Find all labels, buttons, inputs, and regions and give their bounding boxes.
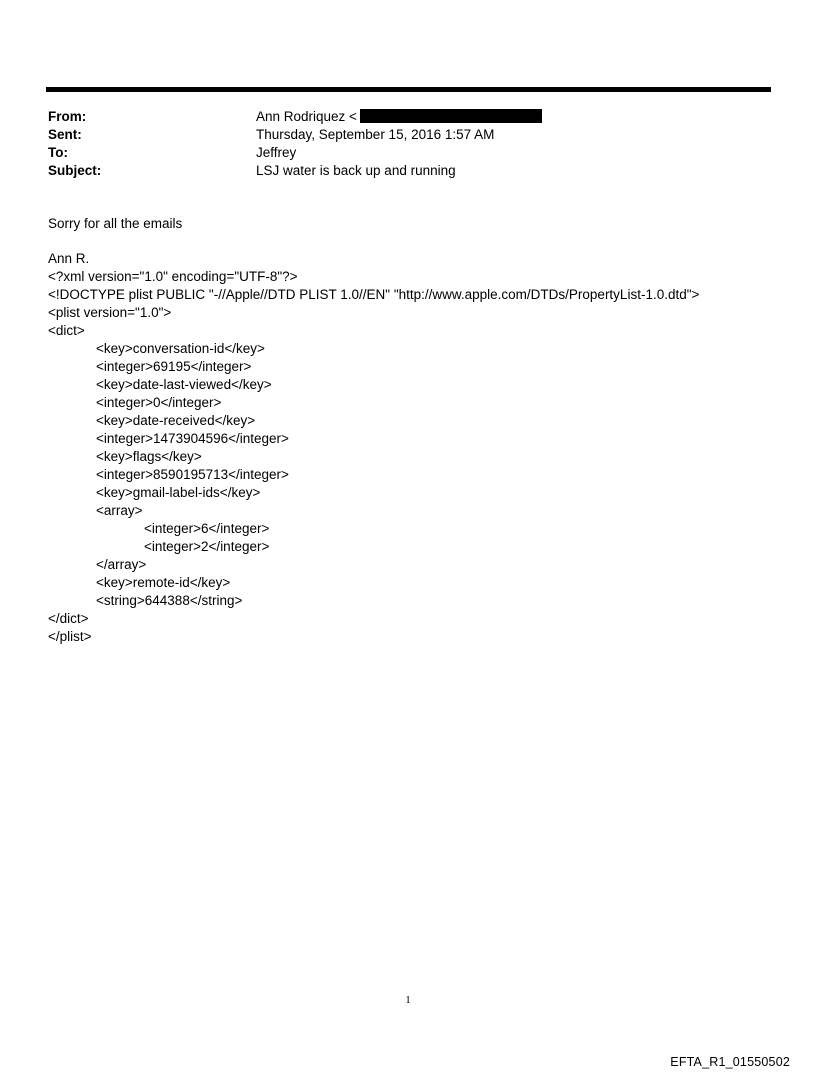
plist-line: <key>flags</key> xyxy=(96,449,202,464)
paragraph-gap xyxy=(48,233,788,250)
sent-row xyxy=(48,126,748,144)
to-value: Jeffrey xyxy=(256,145,297,160)
from-row xyxy=(48,108,748,126)
plist-line: <key>conversation-id</key> xyxy=(96,341,265,356)
to-row xyxy=(48,144,748,162)
plist-line: <key>date-received</key> xyxy=(96,413,256,428)
page-number: 1 xyxy=(405,994,411,1006)
plist-line: <integer>1473904596</integer> xyxy=(96,431,289,446)
from-value: Ann Rodriquez < xyxy=(256,109,357,124)
from-value-wrap xyxy=(256,108,748,126)
email-body xyxy=(48,215,788,646)
plist-line: <key>remote-id</key> xyxy=(96,575,231,590)
plist-line: <array> xyxy=(96,503,143,518)
from-label: From: xyxy=(48,109,87,124)
plist-line: <dict> xyxy=(48,323,85,338)
plist-line: <?xml version="1.0" encoding="UTF-8"?> xyxy=(48,269,298,284)
plist-line: <key>date-last-viewed</key> xyxy=(96,377,272,392)
plist-line: <integer>69195</integer> xyxy=(96,359,252,374)
plist-line: </array> xyxy=(96,557,147,572)
document-id: EFTA_R1_01550502 xyxy=(670,1055,790,1069)
subject-row xyxy=(48,162,748,180)
plist-line: <plist version="1.0"> xyxy=(48,305,172,320)
subject-value: LSJ water is back up and running xyxy=(256,163,456,178)
plist-line: <!DOCTYPE plist PUBLIC "-//Apple//DTD PLIST 1.0//EN" "http://www.apple.com/DTDs/PropertyList-1.0.dtd"> xyxy=(48,287,700,302)
plist-line: <integer>0</integer> xyxy=(96,395,222,410)
header-divider-rule xyxy=(46,87,771,92)
plist-line: </dict> xyxy=(48,611,89,626)
body-line: Sorry for all the emails xyxy=(48,216,183,231)
email-header xyxy=(48,108,748,180)
redaction-block xyxy=(360,109,542,123)
plist-line: </plist> xyxy=(48,629,92,644)
to-label: To: xyxy=(48,145,68,160)
signature: Ann R. xyxy=(48,251,90,266)
plist-line: <integer>8590195713</integer> xyxy=(96,467,289,482)
subject-label: Subject: xyxy=(48,163,102,178)
plist-line: <string>644388</string> xyxy=(96,593,243,608)
plist-line: <integer>6</integer> xyxy=(144,521,270,536)
plist-block xyxy=(48,268,788,646)
plist-line: <integer>2</integer> xyxy=(144,539,270,554)
sent-label: Sent: xyxy=(48,127,82,142)
plist-line: <key>gmail-label-ids</key> xyxy=(96,485,261,500)
sent-value: Thursday, September 15, 2016 1:57 AM xyxy=(256,127,495,142)
